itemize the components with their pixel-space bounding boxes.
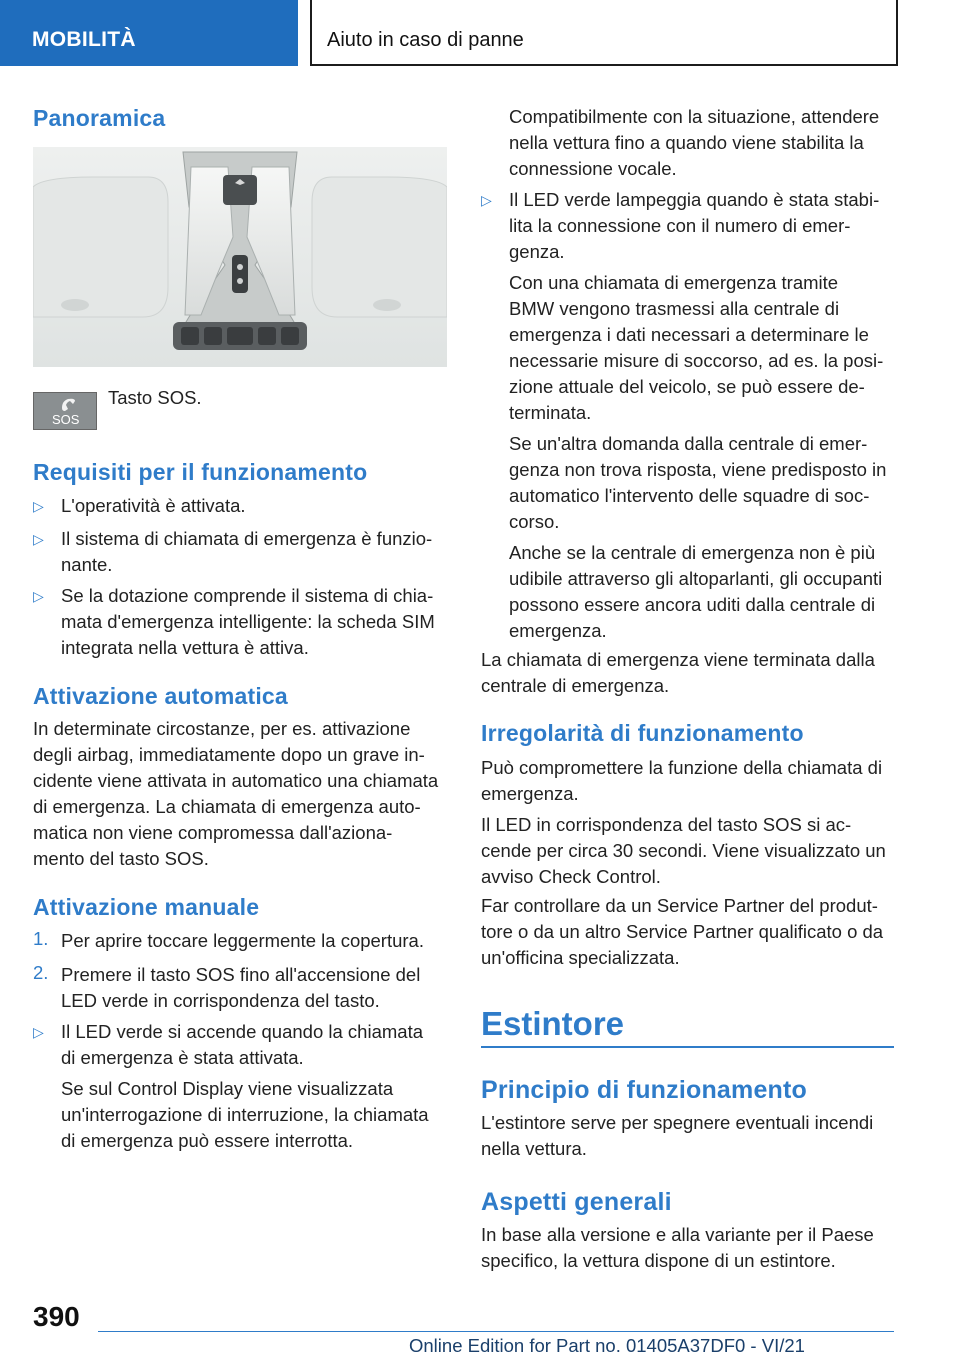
auto-text-line1: In determinate circostanze, per es. attivazione: [33, 718, 411, 739]
triangle-bullet-icon: ▷: [481, 192, 492, 208]
heading-requirements: Requisiti per il funzionamento: [33, 459, 368, 485]
step-number: 2.: [33, 962, 49, 983]
req-item-2-line2: nante.: [61, 554, 113, 575]
overhead-console-image: [33, 147, 447, 367]
led-lit-line1: Il LED in corrispondenza del tasto SOS si ac-: [481, 814, 852, 835]
triangle-bullet-icon: ▷: [33, 1024, 44, 1040]
heading-auto-activation: Attivazione automatica: [33, 683, 288, 709]
step-number: 1.: [33, 928, 49, 949]
bmw-call-line5: zione attuale del veicolo, se può essere de-: [509, 376, 865, 397]
audible-line2: udibile attraverso gli altoparlanti, gli occupanti: [509, 568, 883, 589]
svg-text:SOS: SOS: [52, 412, 80, 427]
bmw-call-line4: necessarie misure di soccorso, ad es. la posi-: [509, 350, 884, 371]
overhead-console-illustration: [33, 147, 447, 367]
principle-line2: nella vettura.: [481, 1138, 587, 1159]
auto-text-line5: matica non viene compromessa dall'aziona-: [33, 822, 393, 843]
no-answer-line4: corso.: [509, 511, 560, 532]
control-display-line2: un'interrogazione di interruzione, la chiamata: [61, 1104, 429, 1125]
req-item-3-line3: integrata nella vettura è attiva.: [61, 637, 309, 658]
step-2-line2: LED verde in corrispondenza del tasto.: [61, 990, 380, 1011]
heading-fire-extinguisher: Estintore: [481, 1005, 625, 1042]
req-item-3-line2: mata d'emergenza intelligente: la scheda SIM: [61, 611, 435, 632]
no-answer-line3: automatico l'intervento delle squadre di soc-: [509, 485, 870, 506]
req-item-3-line1: Se la dotazione comprende il sistema di chia-: [61, 585, 434, 606]
heading-principle: Principio di funzionamento: [481, 1076, 808, 1104]
led-blink-line2: lita la connessione con il numero di emer-: [509, 215, 851, 236]
wait-line2: nella vettura fino a quando viene stabilita la: [509, 132, 864, 153]
sos-caption: Tasto SOS.: [108, 387, 202, 408]
bmw-call-line2: BMW vengono trasmessi alla centrale di: [509, 298, 840, 319]
heading-overview: Panoramica: [33, 105, 166, 131]
triangle-bullet-icon: ▷: [33, 531, 44, 547]
page-number: 390: [33, 1301, 80, 1332]
auto-text-line3: cidente viene attivata in automatico una chiamata: [33, 770, 439, 791]
heading-irregularities: Irregolarità di funzionamento: [481, 720, 804, 746]
req-item-2-line1: Il sistema di chiamata di emergenza è funzio-: [61, 528, 433, 549]
bmw-call-line1: Con una chiamata di emergenza tramite: [509, 272, 839, 293]
auto-text-line6: mento del tasto SOS.: [33, 848, 209, 869]
principle-line1: L'estintore serve per spegnere eventuali incendi: [481, 1112, 874, 1133]
sos-button-icon: [33, 392, 97, 430]
bmw-call-line6: terminata.: [509, 402, 592, 423]
triangle-bullet-icon: ▷: [33, 498, 44, 514]
heading-manual-activation: Attivazione manuale: [33, 894, 260, 920]
audible-line3: possono essere ancora uditi dalla centrale di: [509, 594, 876, 615]
audible-line4: emergenza.: [509, 620, 607, 641]
chapter-tab: [310, 0, 898, 66]
termination-line2: centrale di emergenza.: [481, 675, 670, 696]
control-display-line3: di emergenza può essere interrotta.: [61, 1130, 354, 1151]
footer-rule: [98, 1331, 894, 1332]
wait-line1: Compatibilmente con la situazione, attendere: [509, 106, 880, 127]
led-lit-line3: avviso Check Control.: [481, 866, 661, 887]
service-line2: tore o da un altro Service Partner qualificato o da: [481, 921, 884, 942]
led-blink-line1: Il LED verde lampeggia quando è stata stabi-: [509, 189, 880, 210]
triangle-bullet-icon: ▷: [33, 588, 44, 604]
step-2-line1: Premere il tasto SOS fino all'accensione del: [61, 964, 421, 985]
no-answer-line2: genza non trova risposta, viene predisposto in: [509, 459, 887, 480]
led-lit-line2: cende per circa 30 secondi. Viene visualizzato un: [481, 840, 886, 861]
section-title: MOBILITÀ: [32, 28, 136, 51]
section-tab: [0, 0, 298, 66]
bmw-call-line3: emergenza i dati necessari a determinare le: [509, 324, 869, 345]
termination-line1: La chiamata di emergenza viene terminata dalla: [481, 649, 875, 670]
service-line1: Far controllare da un Service Partner del produt-: [481, 895, 878, 916]
general-line2: specifico, la vettura dispone di un estintore.: [481, 1250, 836, 1271]
audible-line1: Anche se la centrale di emergenza non è più: [509, 542, 876, 563]
led-blink-line3: genza.: [509, 241, 565, 262]
control-display-line1: Se sul Control Display viene visualizzata: [61, 1078, 394, 1099]
auto-text-line2: degli airbag, immediatamente dopo un grave in-: [33, 744, 425, 765]
service-line3: un'officina specializzata.: [481, 947, 680, 968]
irregular-line2: emergenza.: [481, 783, 579, 804]
edition-note: Online Edition for Part no. 01405A37DF0 - VI/21: [409, 1335, 805, 1356]
chapter-title: Aiuto in caso di panne: [327, 29, 524, 51]
req-item-1: L'operatività è attivata.: [61, 495, 246, 516]
step-1-text: Per aprire toccare leggermente la copertura.: [61, 930, 424, 951]
general-line1: In base alla versione e alla variante per il Paese: [481, 1224, 874, 1245]
wait-line3: connessione vocale.: [509, 158, 677, 179]
auto-text-line4: di emergenza. La chiamata di emergenza auto-: [33, 796, 421, 817]
no-answer-line1: Se un'altra domanda dalla centrale di emer-: [509, 433, 868, 454]
led-line1: Il LED verde si accende quando la chiamata: [61, 1021, 423, 1042]
led-line2: di emergenza è stata attivata.: [61, 1047, 304, 1068]
irregular-line1: Può compromettere la funzione della chiamata di: [481, 757, 883, 778]
heading-general: Aspetti generali: [481, 1188, 672, 1216]
heading-rule: [481, 1046, 894, 1048]
